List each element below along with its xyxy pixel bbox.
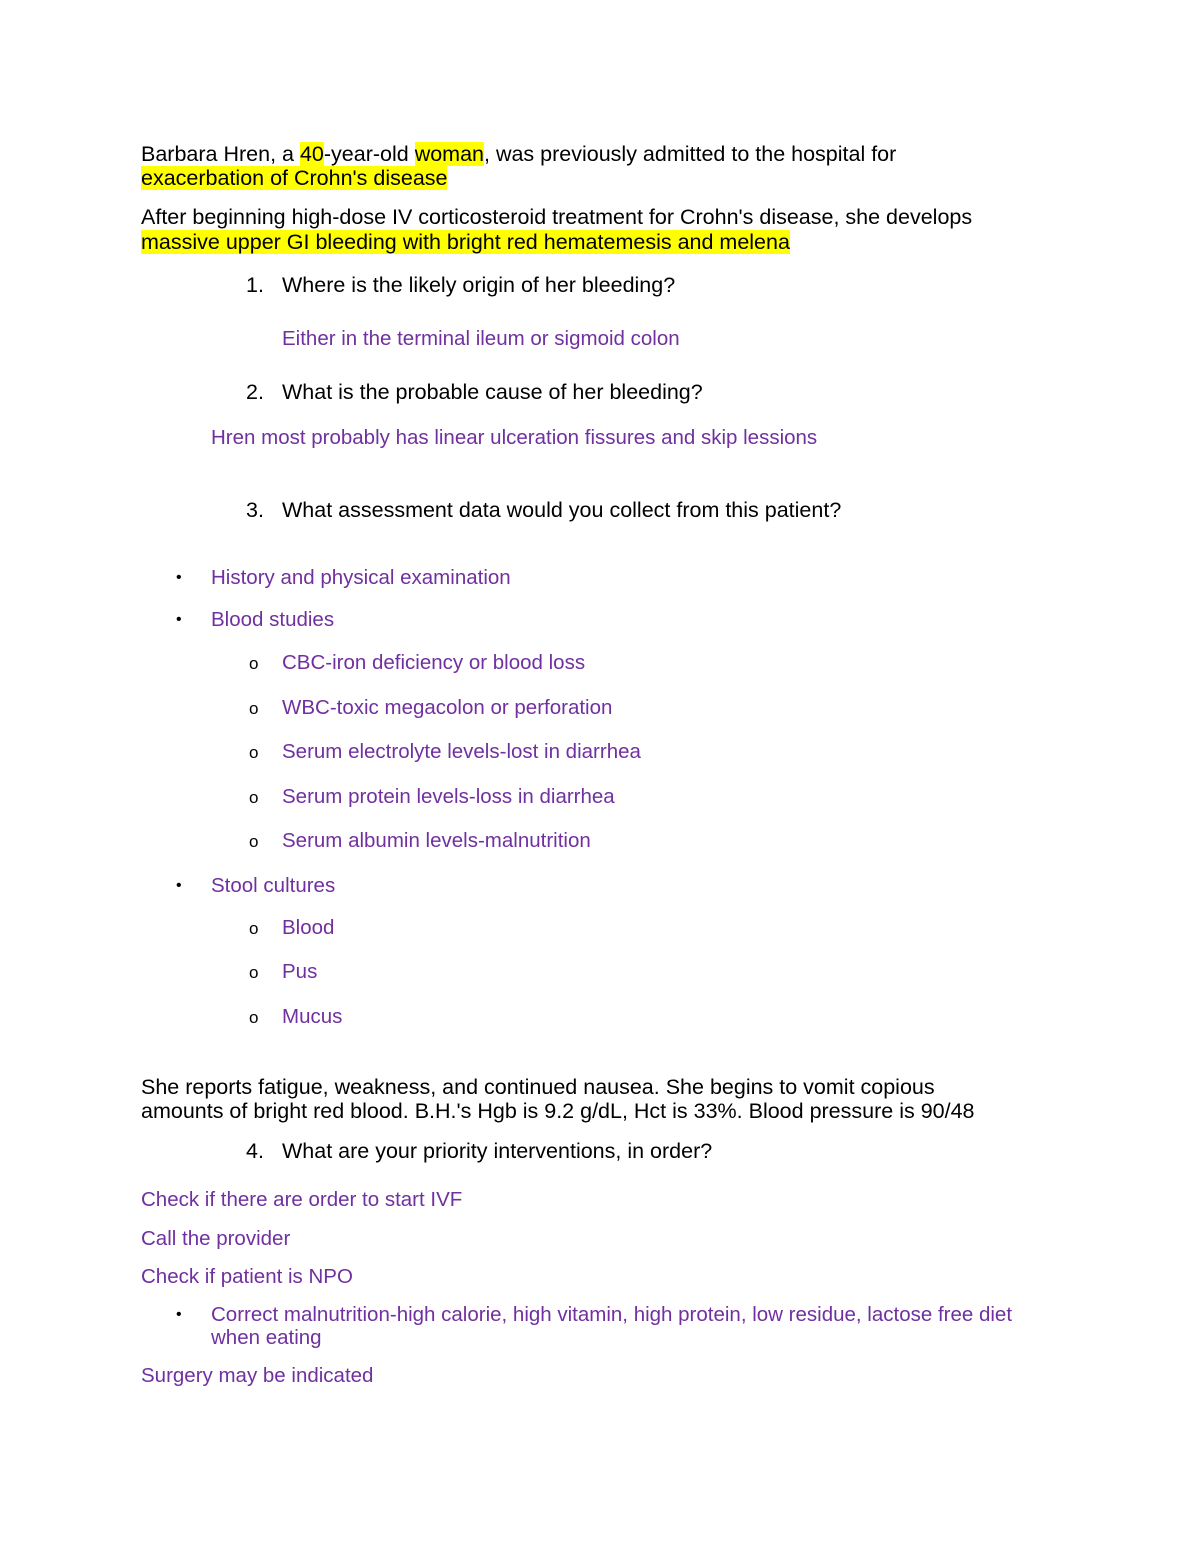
q4-answer-ivf: Check if there are order to start IVF [141,1188,463,1211]
sub-item-wbc: WBC-toxic megacolon or perforation [282,696,613,719]
sub-item-electrolytes: Serum electrolyte levels-lost in diarrhea [282,740,641,763]
q4-question: What are your priority interventions, in order? [282,1139,713,1163]
sub-bullet-marker: o [249,832,259,851]
highlight-bleeding: massive upper GI bleeding with bright red hematemesis and melena [141,230,790,254]
intro-text: -year-old [323,142,415,166]
bullet-marker: • [176,877,182,894]
highlight-age: 40 [299,142,324,166]
highlight-gender: woman [414,142,484,166]
intro-line-2 [141,166,447,190]
q4-final: Surgery may be indicated [141,1364,374,1387]
highlight-diagnosis: exacerbation of Crohn's disease [141,166,448,190]
sub-item-protein: Serum protein levels-loss in diarrhea [282,785,615,808]
sub-bullet-marker: o [249,963,259,982]
q3-number: 3. [246,498,264,522]
bullet-marker: • [176,611,182,628]
sub-bullet-marker: o [249,743,259,762]
intro-line-1 [141,142,896,166]
sub-item-albumin: Serum albumin levels-malnutrition [282,829,591,852]
q4-bullet-line-1: Correct malnutrition-high calorie, high vitamin, high protein, low residue, lactose free diet [211,1303,1013,1326]
sub-item-blood: Blood [282,916,335,939]
sub-bullet-marker: o [249,1008,259,1027]
q1-answer: Either in the terminal ileum or sigmoid colon [282,327,680,350]
scenario-line-1: She reports fatigue, weakness, and continued nausea. She begins to vomit copious [141,1075,935,1099]
list-item-stool-cultures: Stool cultures [211,874,336,897]
sub-bullet-marker: o [249,699,259,718]
sub-bullet-marker: o [249,788,259,807]
intro-text: , was previously admitted to the hospital for [484,142,897,166]
q2-question: What is the probable cause of her bleeding? [282,380,703,404]
q4-answer-npo: Check if patient is NPO [141,1265,353,1288]
bullet-marker: • [176,569,182,586]
q4-answer-provider: Call the provider [141,1227,291,1250]
q2-answer: Hren most probably has linear ulceration fissures and skip lessions [211,426,818,449]
sub-item-pus: Pus [282,960,318,983]
intro-text: Barbara Hren, a [141,142,300,166]
q2-number: 2. [246,380,264,404]
sub-bullet-marker: o [249,654,259,673]
bullet-marker: • [176,1306,182,1323]
sub-item-mucus: Mucus [282,1005,343,1028]
sub-bullet-marker: o [249,919,259,938]
intro-p2-line-1 [141,205,972,229]
q1-number: 1. [246,273,264,297]
sub-item-cbc: CBC-iron deficiency or blood loss [282,651,586,674]
q3-question: What assessment data would you collect from this patient? [282,498,842,522]
q1-question: Where is the likely origin of her bleeding? [282,273,676,297]
list-item-history: History and physical examination [211,566,511,589]
list-item-blood-studies: Blood studies [211,608,335,631]
scenario-line-2: amounts of bright red blood. B.H.'s Hgb is 9.2 g/dL, Hct is 33%. Blood pressure is 90/48 [141,1099,975,1123]
intro-p2-text: After beginning high-dose IV corticosteroid treatment for Crohn's disease, she develops [141,205,973,229]
q4-number: 4. [246,1139,264,1163]
intro-p2-line-2 [141,230,790,254]
q4-bullet-line-2: when eating [211,1326,322,1349]
